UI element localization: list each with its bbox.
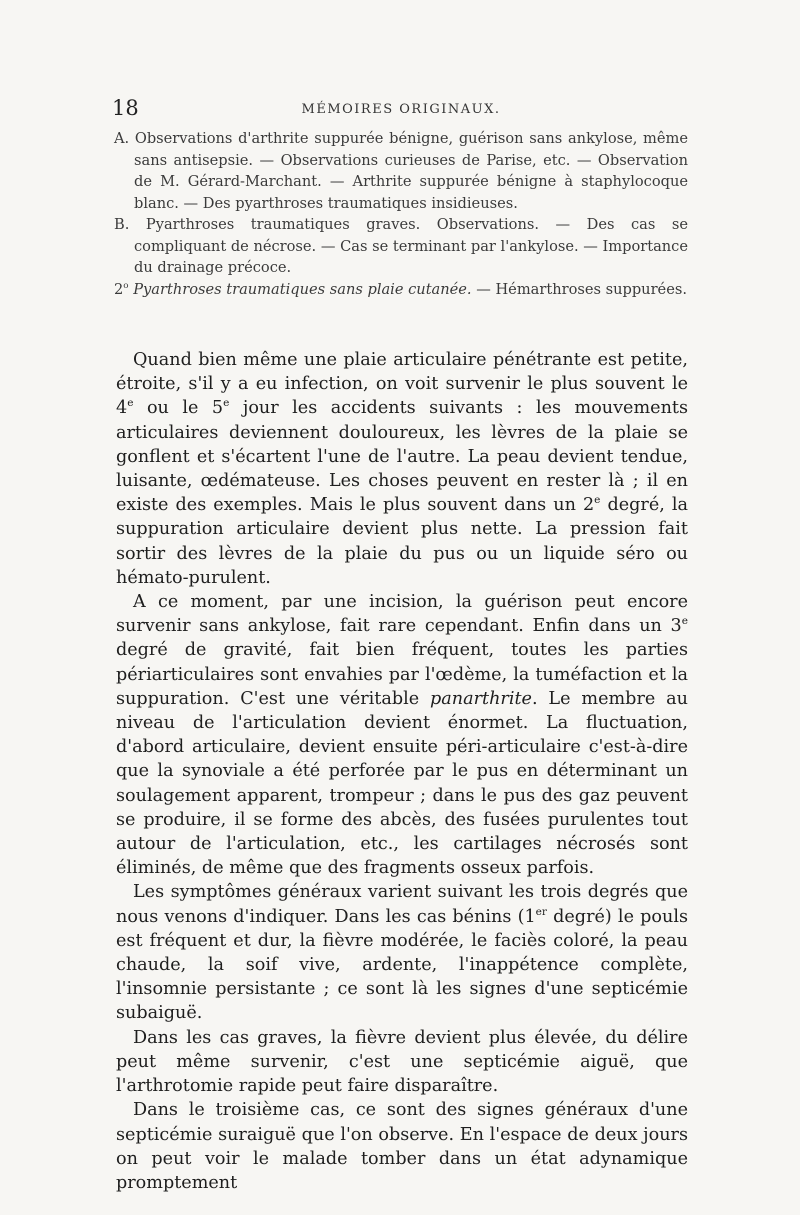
- paragraph-2-text-c: . Le membre au niveau de l'articulation devient énormet. La fluctuation, d'abord articulaire, devient ensuite péri-articulaire c'est-à-dire que la synoviale a été perforée par le pus en déterminant un soulagement apparent, trompeur ; dans le pus des gaz peuvent se produire, il se forme des abcès, des fusées purulentes tout autour de l'articulation, etc., les cartilages nécrosés sont éliminés, de même que des fragments osseux parfois.: [116, 688, 688, 879]
- running-title: MÉMOIRES ORIGINAUX.: [301, 102, 501, 117]
- paragraph-1-text-d: degré, la suppuration articulaire devient plus nette. La pression fait sortir des lèvres de la plaie du pus ou un liquide séro ou hémato-purulent.: [116, 495, 689, 588]
- paragraph-4: Dans les cas graves, la fièvre devient plus élevée, du délire peut même survenir, c'est une septicémie aiguë, que l'arthrotomie rapide peut faire disparaître.: [116, 1027, 688, 1097]
- summary-item-a: A. Observations d'arthrite suppurée bénigne, guérison sans ankylose, même sans antisepsie. — Observations curieuses de Parise, etc. — Observation de M. Gérard-Marchant. — Arthrite suppurée bénigne à staphylocoque blanc. — Des pyarthroses traumatiques insidieuses.: [114, 130, 688, 212]
- ordinal-sup: e: [594, 494, 601, 507]
- summary-item-2-sup: o: [123, 280, 129, 291]
- paragraph-1-text-a: Quand bien même une plaie articulaire pénétrante est petite, étroite, s'il y a eu infection, on voit survenir le plus souvent le 4: [116, 350, 688, 419]
- ordinal-sup: e: [681, 615, 688, 628]
- ordinal-sup: e: [127, 397, 134, 410]
- paragraph-3: [116, 880, 688, 1025]
- paragraph-1-text-c: jour les accidents suivants : les mouvements articulaires deviennent douloureux, les lèvres de la plaie se gonflent et s'écartent l'une de l'autre. La peau devient tendue, luisante, œdémateuse. Les choses peuvent en rester là ; il en existe des exemples. Mais le plus souvent dans un 2: [116, 398, 688, 516]
- paragraph-2-text-a: A ce moment, par une incision, la guérison peut encore survenir sans ankylose, fait rare cependant. Enfin dans un 3: [116, 592, 688, 637]
- summary-item-b: B. Pyarthroses traumatiques graves. Observations. — Des cas se compliquant de nécrose. — Cas se terminant par l'ankylose. — Importance du drainage précoce.: [114, 216, 688, 276]
- paragraph-1: [116, 348, 688, 590]
- chapter-summary: [114, 128, 688, 300]
- ordinal-sup: er: [535, 905, 547, 918]
- summary-item-2-title: Pyarthroses traumatiques sans plaie cutanée.: [128, 280, 472, 298]
- summary-item-2-number: 2: [114, 280, 124, 298]
- summary-item-2-rest: — Hémarthroses suppurées.: [471, 280, 687, 298]
- summary-item-2: [114, 279, 688, 301]
- paragraph-1-text-b: ou le 5: [133, 398, 224, 419]
- ordinal-sup: e: [223, 397, 230, 410]
- body-text: [116, 348, 688, 1195]
- paragraph-3-text-a: Les symptômes généraux varient suivant les trois degrés que nous venons d'indiquer. Dans les cas bénins (1: [116, 882, 688, 927]
- paragraph-5: Dans le troisième cas, ce sont des signes généraux d'une septicémie suraiguë que l'on observe. En l'espace de deux jours on peut voir le malade tomber dans un état adynamique promptement: [116, 1100, 688, 1193]
- paragraph-3-text-b: degré) le pouls est fréquent et dur, la fièvre modérée, le faciès coloré, la peau chaude, la soif vive, ardente, l'inappétence complète, l'insomnie persistante ; ce sont là les signes d'une septicémie subaiguë.: [116, 906, 688, 1024]
- page-header: [112, 96, 690, 124]
- page-number: 18: [112, 96, 139, 120]
- paragraph-2: [116, 590, 688, 880]
- paragraph-2-italic: panarthrite: [430, 688, 532, 709]
- paragraph-2-text-b: degré de gravité, fait bien fréquent, toutes les parties périarticulaires sont envahies par l'œdème, la tuméfaction et la suppuration. C'est une véritable: [116, 640, 688, 709]
